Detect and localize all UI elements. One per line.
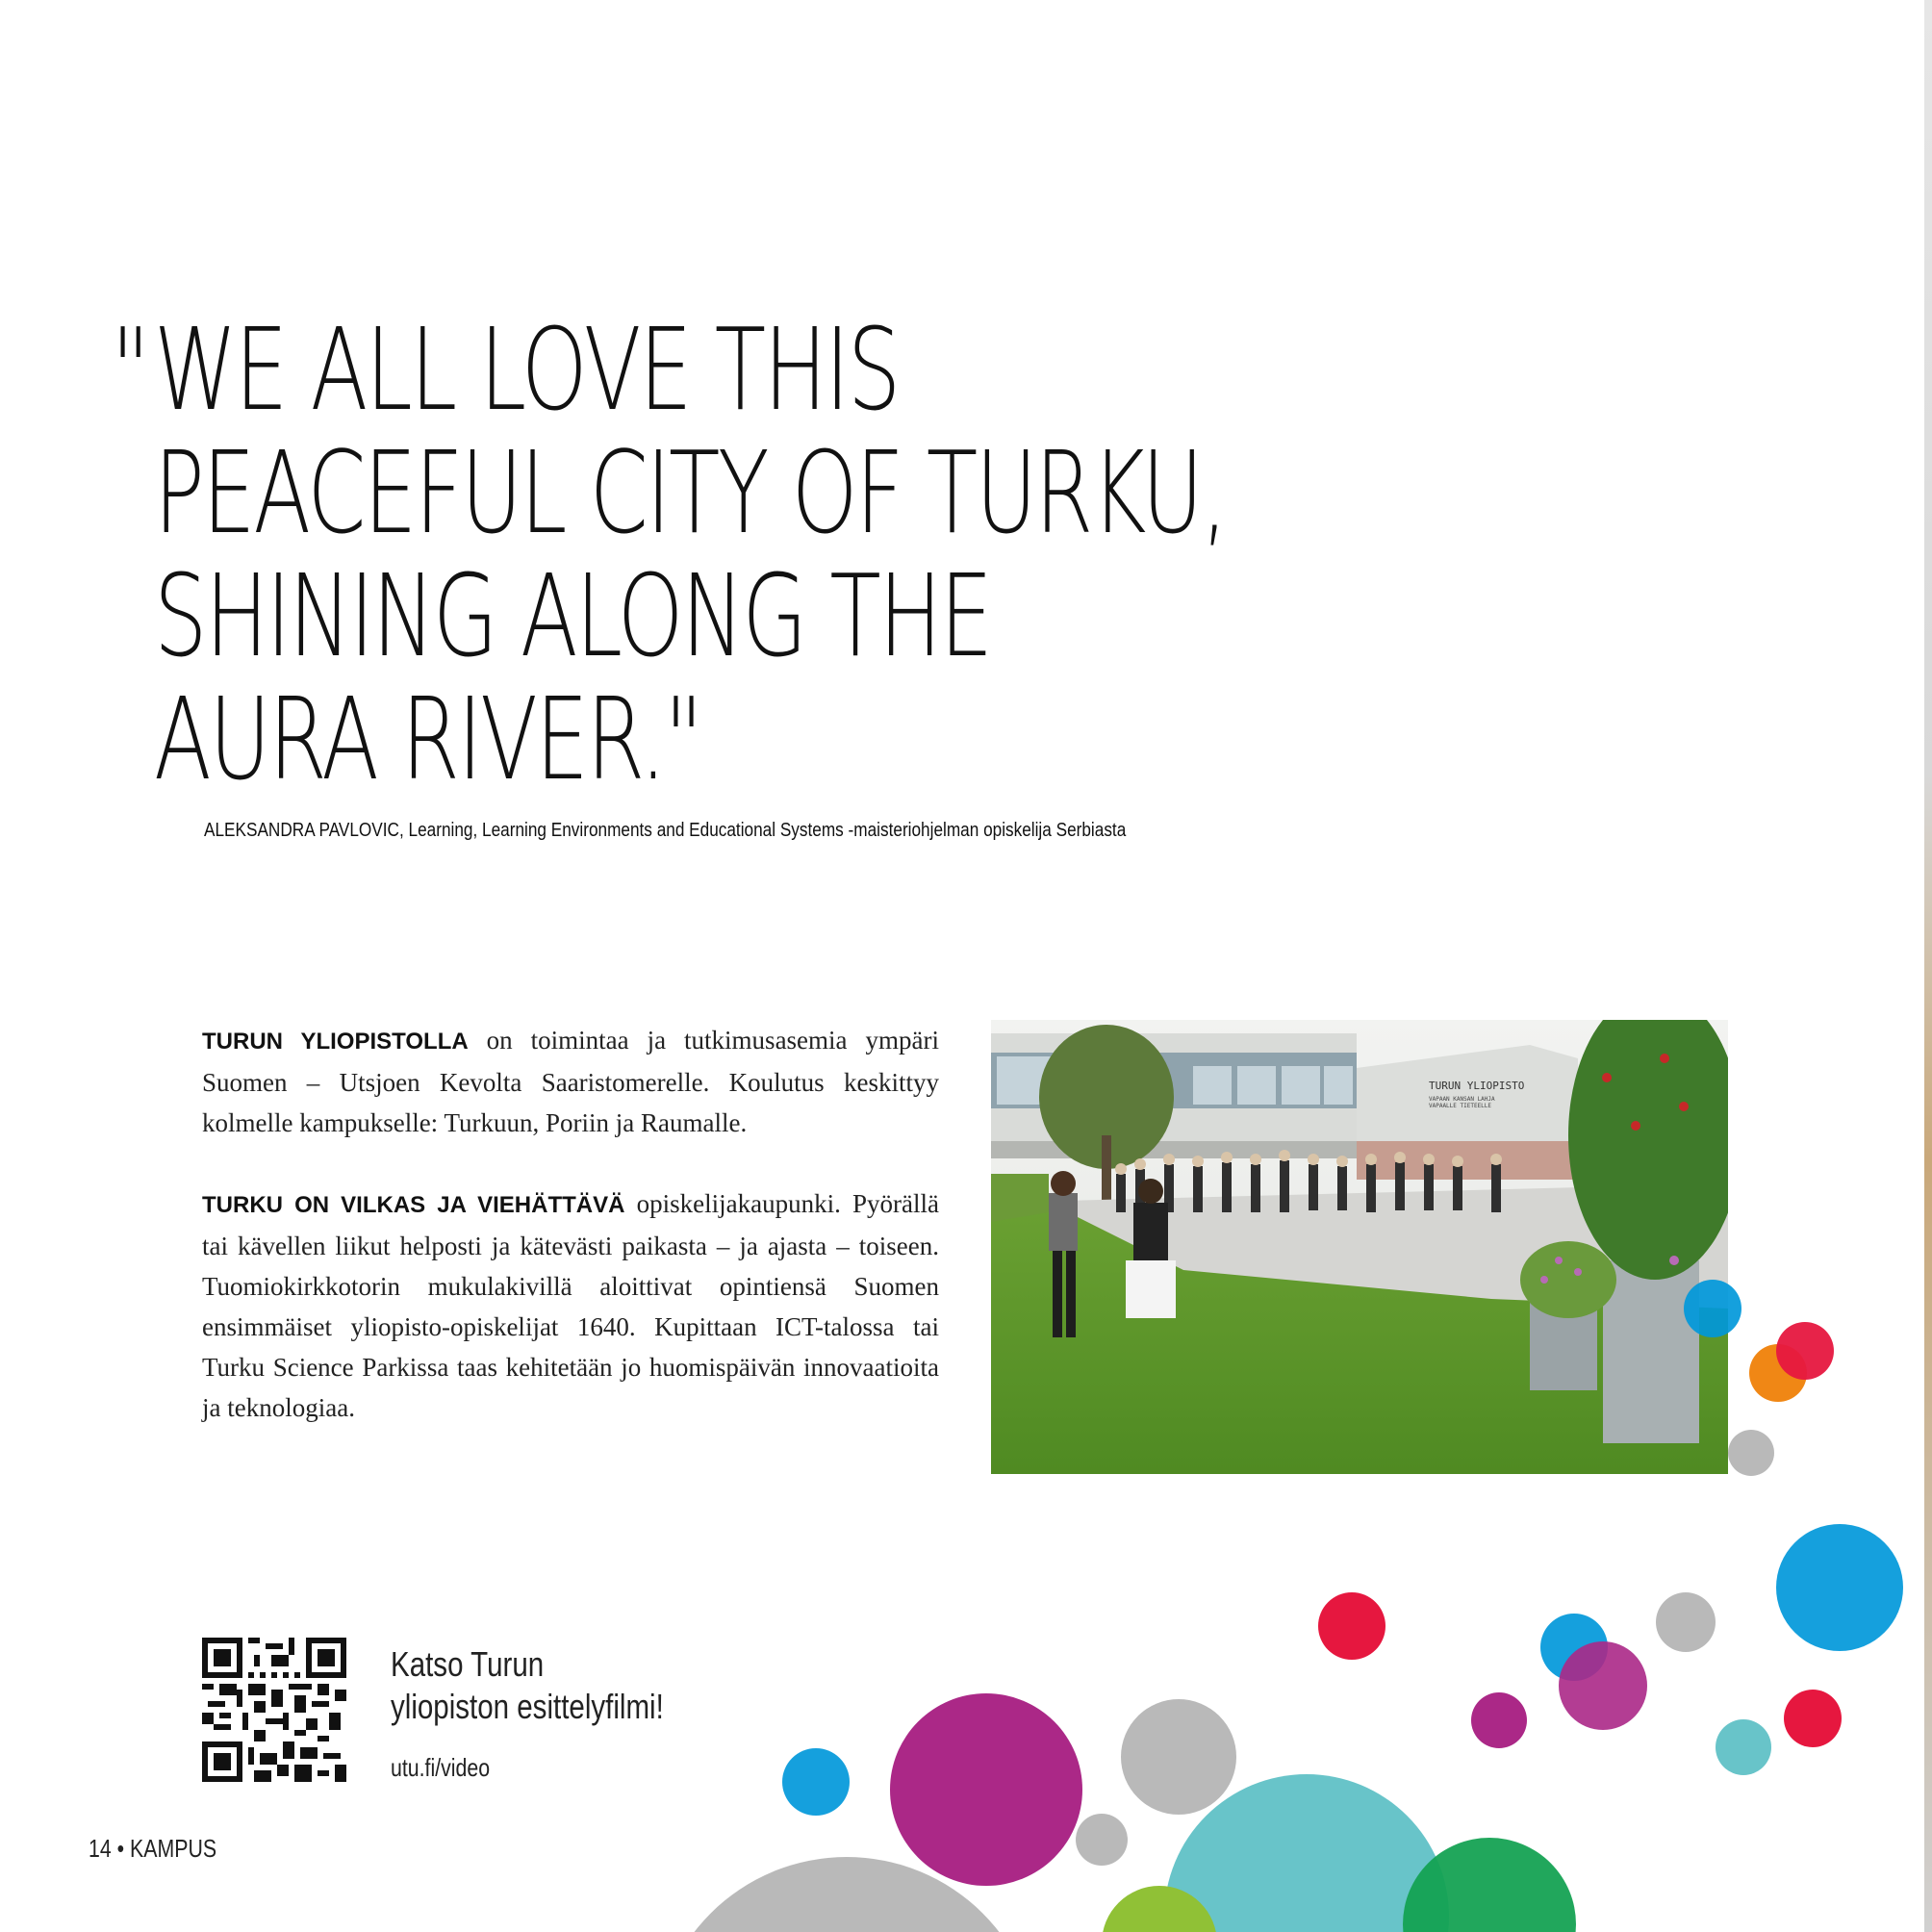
quote-line-3: SHINING ALONG THE	[154, 549, 991, 682]
circle-blue-big-right	[1776, 1524, 1903, 1651]
circle-magenta-small	[1471, 1692, 1527, 1748]
circle-gray-small-right	[1656, 1592, 1716, 1652]
circle-green-large	[1403, 1838, 1576, 1932]
quote-line-1: WE ALL LOVE THIS	[154, 303, 900, 436]
paragraph-2-text: opiskelijakaupunki. Pyörällä tai kävellen liikut helposti ja kätevästi paikasta – ja ajasta – toiseen. Tuomiokirkkotorin mukulakivillä aloittivat opintiensä Suomen ensimmäiset yliopisto-opiskelijat 1640. Kupittaan ICT-talossa tai Turku Science Parkissa taas kehitetään jo huomispäivän innovaatioita ja teknologiaa.	[202, 1189, 939, 1422]
video-promo-title	[391, 1643, 664, 1728]
campus-photo-illustration	[991, 1020, 1728, 1474]
article-body	[202, 1020, 939, 1468]
video-promo-line-2: yliopiston esittelyfilmi!	[391, 1687, 664, 1726]
video-url-link[interactable]: utu.fi/video	[391, 1753, 491, 1782]
circle-teal-small	[1716, 1719, 1771, 1775]
circle-orange	[1749, 1344, 1807, 1402]
page-edge-strip	[1924, 0, 1932, 1932]
campus-photo	[991, 1020, 1728, 1474]
circle-gray-large	[654, 1857, 1039, 1932]
circle-red-photo-edge	[1776, 1322, 1834, 1380]
quote-line-2: PEACEFUL CITY OF TURKU,	[154, 426, 1227, 559]
paragraph-2	[202, 1183, 939, 1428]
paragraph-1-lead: TURUN YLIOPISTOLLA	[202, 1029, 469, 1055]
paragraph-1-text: on toimintaa ja tutkimusasemia ympäri Suomen – Utsjoen Kevolta Saaristomerelle. Koulutus keskittyy kolmelle kampukselle: Turkuun, Poriin ja Raumalle.	[202, 1026, 939, 1137]
paragraph-1	[202, 1020, 939, 1143]
video-promo-line-1: Katso Turun	[391, 1644, 545, 1684]
circle-red-small-right	[1784, 1690, 1842, 1747]
opening-quote-mark: "	[111, 303, 148, 436]
circle-teal-large	[1164, 1774, 1449, 1932]
quote-attribution: ALEKSANDRA PAVLOVIC, Learning, Learning Environments and Educational Systems -maisteriohjelman opiskelija Serbiasta	[204, 820, 1127, 841]
circle-lime	[1102, 1886, 1217, 1932]
circle-gray-small-bottom	[1076, 1814, 1128, 1866]
circle-gray-photo-edge	[1728, 1430, 1774, 1476]
publication-name: KAMPUS	[130, 1834, 217, 1863]
circle-blue-mid	[1540, 1614, 1608, 1681]
qr-code-icon[interactable]	[202, 1638, 346, 1782]
circle-magenta-large	[890, 1693, 1082, 1886]
pull-quote	[111, 303, 1227, 805]
svg-text:VAPAALLE TIETEELLE: VAPAALLE TIETEELLE	[1429, 1103, 1492, 1109]
svg-text:VAPAAN KANSAN LAHJA: VAPAAN KANSAN LAHJA	[1429, 1096, 1495, 1103]
circle-red-mid	[1318, 1592, 1385, 1660]
footer-bullet: •	[116, 1834, 125, 1863]
page-footer	[89, 1834, 216, 1864]
circle-magenta-mid	[1559, 1641, 1647, 1730]
circle-gray-mid	[1121, 1699, 1236, 1815]
page-number: 14	[89, 1834, 112, 1863]
paragraph-2-lead: TURKU ON VILKAS JA VIEHÄTTÄVÄ	[202, 1192, 625, 1218]
quote-line-4: AURA RIVER."	[154, 673, 701, 805]
building-sign: TURUN YLIOPISTO	[1429, 1080, 1525, 1092]
circle-blue-small-left	[782, 1748, 850, 1816]
